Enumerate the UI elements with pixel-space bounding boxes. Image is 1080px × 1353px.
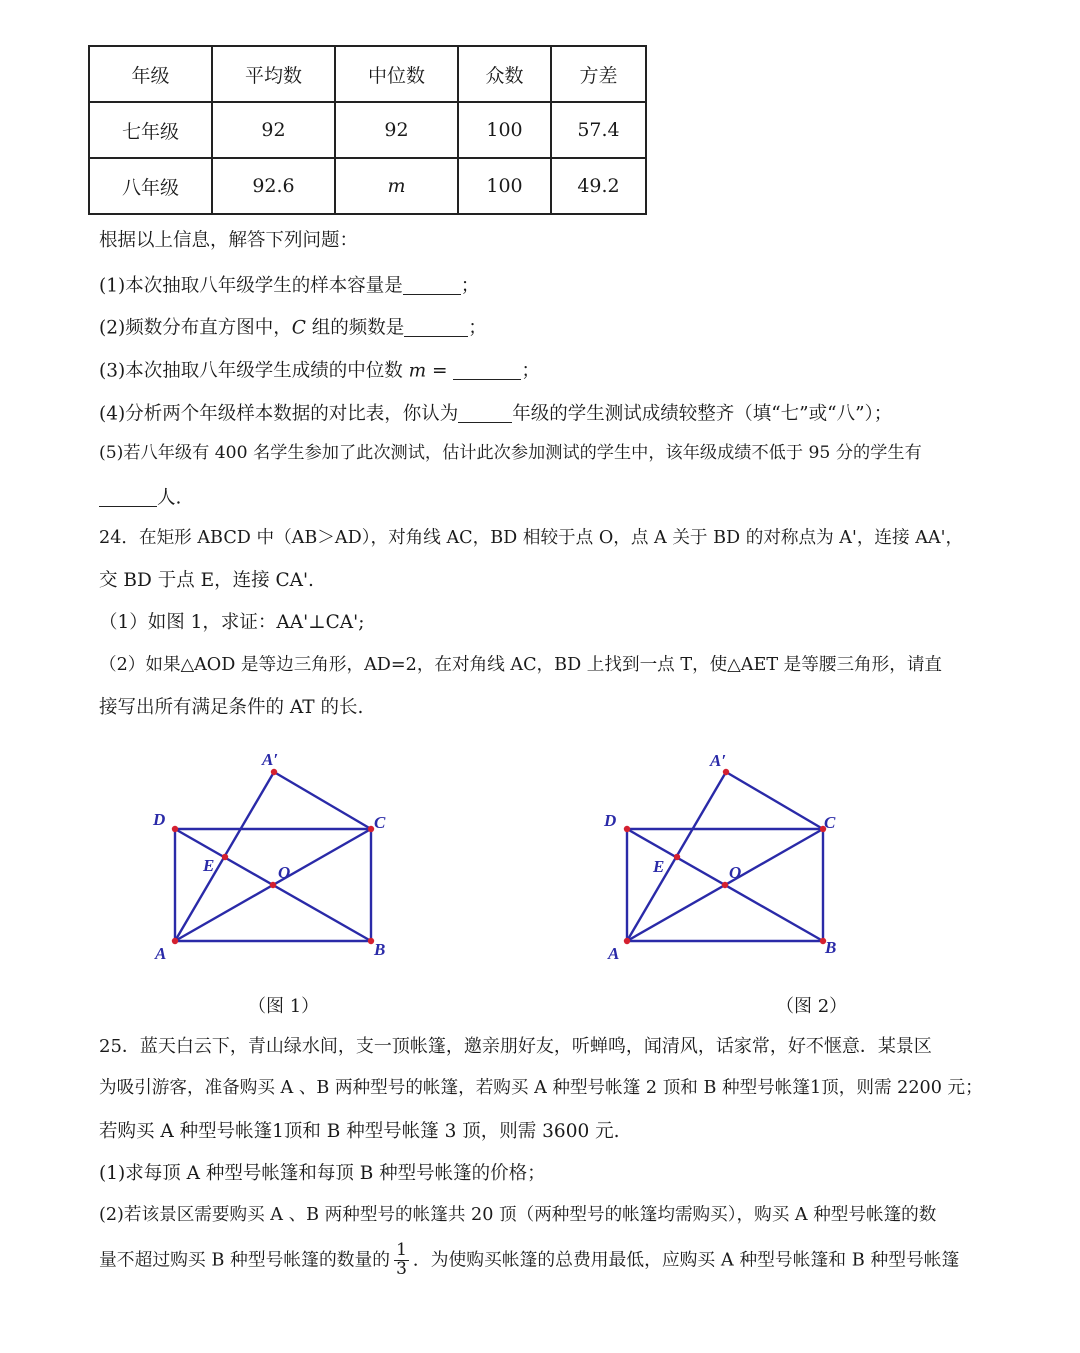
label-D: D [604, 811, 617, 830]
q25-stem-line1: 25．蓝天白云下，青山绿水间，支一顶帐篷，邀亲朋好友，听蝉鸣，闻清风，话家常，好不惬意．某景区 [99, 1036, 932, 1057]
point-A1 [271, 769, 277, 775]
point-O [722, 882, 728, 888]
q23-part3 [99, 360, 540, 381]
table-cell: 100 [458, 102, 551, 158]
q24-stem-line2: 交 BD 于点 E，连接 CA'. [99, 570, 314, 591]
q25-part2-text: 量不超过购买 B 种型号帐篷的数量的 [99, 1249, 391, 1271]
q23-part2 [99, 317, 487, 338]
table-cell: 100 [458, 158, 551, 214]
table-cell: m [335, 158, 458, 214]
answer-blank [99, 487, 157, 507]
q25-stem-line3: 若购买 A 种型号帐篷1顶和 B 种型号帐篷 3 顶，则需 3600 元. [99, 1121, 620, 1142]
label-A-prime: A′ [710, 751, 727, 770]
table-cell: 七年级 [89, 102, 212, 158]
stats-table [88, 45, 647, 215]
q25-stem-line2: 为吸引游客，准备购买 A 、B 两种型号的帐篷，若购买 A 种型号帐篷 2 顶和 B 种型号帐篷1顶，则需 2200 元； [99, 1078, 983, 1098]
label-A-prime: A′ [262, 750, 279, 769]
table-header-row [89, 46, 646, 102]
point-A [172, 938, 178, 944]
figure-2-caption: （图 2） [776, 996, 848, 1017]
q23-part2-end: ； [468, 317, 487, 339]
label-A: A [155, 944, 167, 963]
q23-part2-text: (2)频数分布直方图中， [99, 317, 292, 339]
q23-intro: 根据以上信息，解答下列问题： [99, 230, 359, 251]
label-O: O [729, 863, 742, 882]
q23-part1 [99, 275, 479, 296]
figure-2 [602, 745, 862, 969]
seg-A1C [274, 772, 371, 829]
q23-part2-text2: 组的频数是 [305, 317, 405, 339]
q25-part2-line2 [99, 1242, 959, 1279]
answer-blank [404, 317, 468, 337]
seg-A1C [726, 772, 823, 829]
q23-part1-end: ； [460, 275, 480, 297]
q23-part4-text: (4)分析两个年级样本数据的对比表，你认为 [99, 403, 459, 425]
table-header-cell: 平均数 [212, 46, 335, 102]
figure-1 [150, 745, 410, 969]
q23-part3-var: m [408, 360, 427, 382]
table-cell: 49.2 [551, 158, 646, 214]
label-E: E [653, 857, 665, 876]
q23-part2-var: C [291, 317, 306, 339]
label-A: A [608, 944, 620, 963]
table-cell: 92.6 [212, 158, 335, 214]
figure-1-caption: （图 1） [248, 996, 320, 1017]
q24-part2-line1: （2）如果△AOD 是等边三角形，AD=2，在对角线 AC，BD 上找到一点 T，使△AET 是等腰三角形，请直 [99, 655, 943, 675]
label-C: C [824, 813, 836, 832]
point-D [624, 826, 630, 832]
q23-part5: (5)若八年级有 400 名学生参加了此次测试，估计此次参加测试的学生中，该年级成绩不低于 95 分的学生有 [99, 443, 922, 463]
label-B: B [374, 940, 386, 959]
q23-part3-eq: = [426, 360, 454, 382]
table-cell: 57.4 [551, 102, 646, 158]
point-O [270, 882, 276, 888]
q23-part4-text2: 年级的学生测试成绩较整齐（填“七”或“八”）； [512, 403, 893, 425]
q25-part1: (1)求每顶 A 种型号帐篷和每顶 B 种型号帐篷的价格； [99, 1163, 546, 1184]
q24-part1: （1）如图 1，求证：AA'⊥CA'; [99, 612, 365, 633]
point-E [222, 854, 228, 860]
label-C: C [374, 813, 386, 832]
table-header-cell: 众数 [458, 46, 551, 102]
q23-part4 [99, 403, 892, 424]
q23-part1-text: (1)本次抽取八年级学生的样本容量是 [99, 275, 403, 297]
table-cell: 八年级 [89, 158, 212, 214]
table-header-cell: 中位数 [335, 46, 458, 102]
point-A [624, 938, 630, 944]
answer-blank [458, 403, 512, 423]
figure-2-diagram [602, 745, 862, 965]
q24-stem-line1: 24．在矩形 ABCD 中（AB＞AD），对角线 AC，BD 相较于点 O，点 A 关于 BD 的对称点为 A'，连接 AA'， [99, 528, 964, 548]
answer-blank [403, 275, 461, 295]
fraction-denominator: 3 [396, 1258, 407, 1279]
table-row [89, 158, 646, 214]
q23-part5-cont [99, 487, 181, 508]
table-row [89, 102, 646, 158]
label-O: O [278, 863, 291, 882]
fraction-numerator: 1 [396, 1240, 407, 1260]
q25-part2-text2: ．为使购买帐篷的总费用最低，应购买 A 种型号帐篷和 B 种型号帐篷 [412, 1249, 960, 1271]
q23-part3-end: ； [521, 360, 540, 382]
label-B: B [825, 938, 837, 957]
q23-part5-end: 人. [157, 487, 182, 509]
table-header-cell: 方差 [551, 46, 646, 102]
table-header-cell: 年级 [89, 46, 212, 102]
q23-part3-text: (3)本次抽取八年级学生成绩的中位数 [99, 360, 409, 382]
figure-1-diagram [150, 745, 410, 965]
label-D: D [153, 810, 166, 829]
point-D [172, 826, 178, 832]
q24-part2-line2: 接写出所有满足条件的 AT 的长. [99, 697, 364, 718]
label-E: E [203, 856, 215, 875]
q25-part2-line1: (2)若该景区需要购买 A 、B 两种型号的帐篷共 20 顶（两种型号的帐篷均需购买），购买 A 种型号帐篷的数 [99, 1205, 937, 1225]
table-cell: 92 [212, 102, 335, 158]
fraction-one-third [394, 1242, 409, 1279]
table-cell: 92 [335, 102, 458, 158]
answer-blank [453, 360, 521, 380]
point-E [674, 854, 680, 860]
